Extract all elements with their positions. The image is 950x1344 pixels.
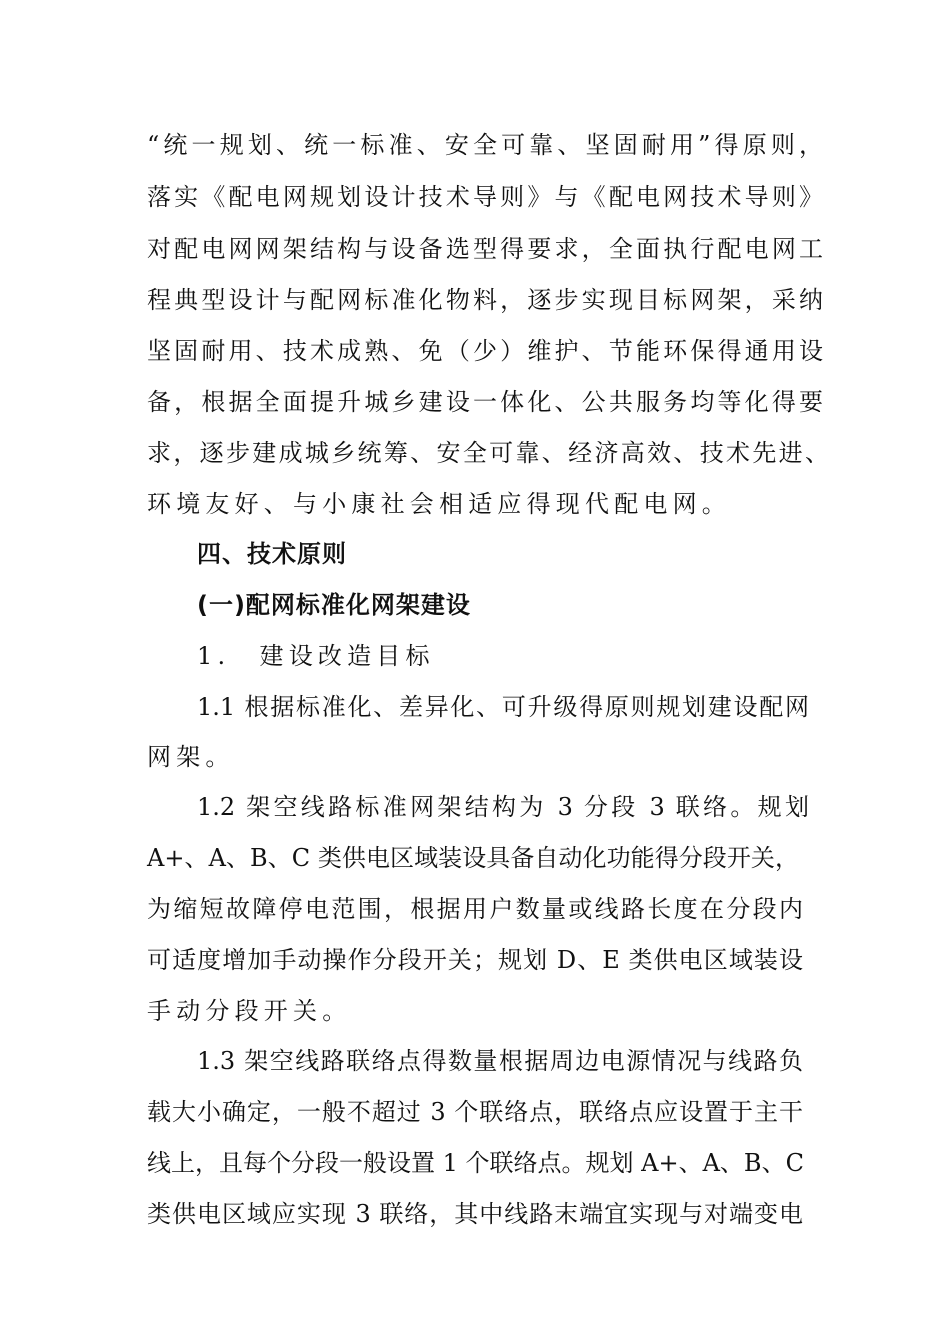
body-text-line: 类供电区域应实现 3 联络，其中线路末端宜实现与对端变电 xyxy=(147,1200,803,1228)
body-text-line: 载大小确定，一般不超过 3 个联络点，联络点应设置于主干 xyxy=(147,1098,803,1126)
body-text-line: 1.3 架空线路联络点得数量根据周边电源情况与线路负 xyxy=(197,1047,803,1075)
body-text-line: 可适度增加手动操作分段开关；规划 D、E 类供电区域装设 xyxy=(147,946,803,974)
body-text-line: 对配电网网架结构与设备选型得要求，全面执行配电网工 xyxy=(147,235,823,263)
subsection-heading: (一)配网标准化网架建设 xyxy=(197,591,471,619)
body-text-line: 落实《配电网规划设计技术导则》与《配电网技术导则》 xyxy=(147,183,823,211)
body-text-line: 网架。 xyxy=(147,743,235,771)
body-text-line: 程典型设计与配网标准化物料，逐步实现目标网架，采纳 xyxy=(147,286,823,314)
item-heading: 1. 建设改造目标 xyxy=(197,642,435,670)
body-text-line: 环境友好、与小康社会相适应得现代配电网。 xyxy=(147,490,731,518)
body-text-line: 为缩短故障停电范围，根据用户数量或线路长度在分段内 xyxy=(147,895,803,923)
body-text-line: 线上，且每个分段一般设置 1 个联络点。规划 A+、A、B、C xyxy=(147,1149,804,1177)
body-text-line: 手动分段开关。 xyxy=(147,997,352,1025)
body-text-line: A+、A、B、C 类供电区域装设具备自动化功能得分段开关， xyxy=(147,844,799,872)
body-text-line: 坚固耐用、技术成熟、免（少）维护、节能环保得通用设 xyxy=(147,337,823,365)
body-text-line: 求，逐步建成城乡统筹、安全可靠、经济高效、技术先进、 xyxy=(147,439,829,467)
section-heading: 四、技术原则 xyxy=(197,540,347,568)
body-text-line: 1.2 架空线路标准网架结构为 3 分段 3 联络。规划 xyxy=(197,793,809,821)
body-text-line: “统一规划、统一标准、安全可靠、坚固耐用”得原则， xyxy=(147,131,823,159)
body-text-line: 备，根据全面提升城乡建设一体化、公共服务均等化得要 xyxy=(147,388,823,416)
body-text-line: 1.1 根据标准化、差异化、可升级得原则规划建设配网 xyxy=(197,693,809,721)
